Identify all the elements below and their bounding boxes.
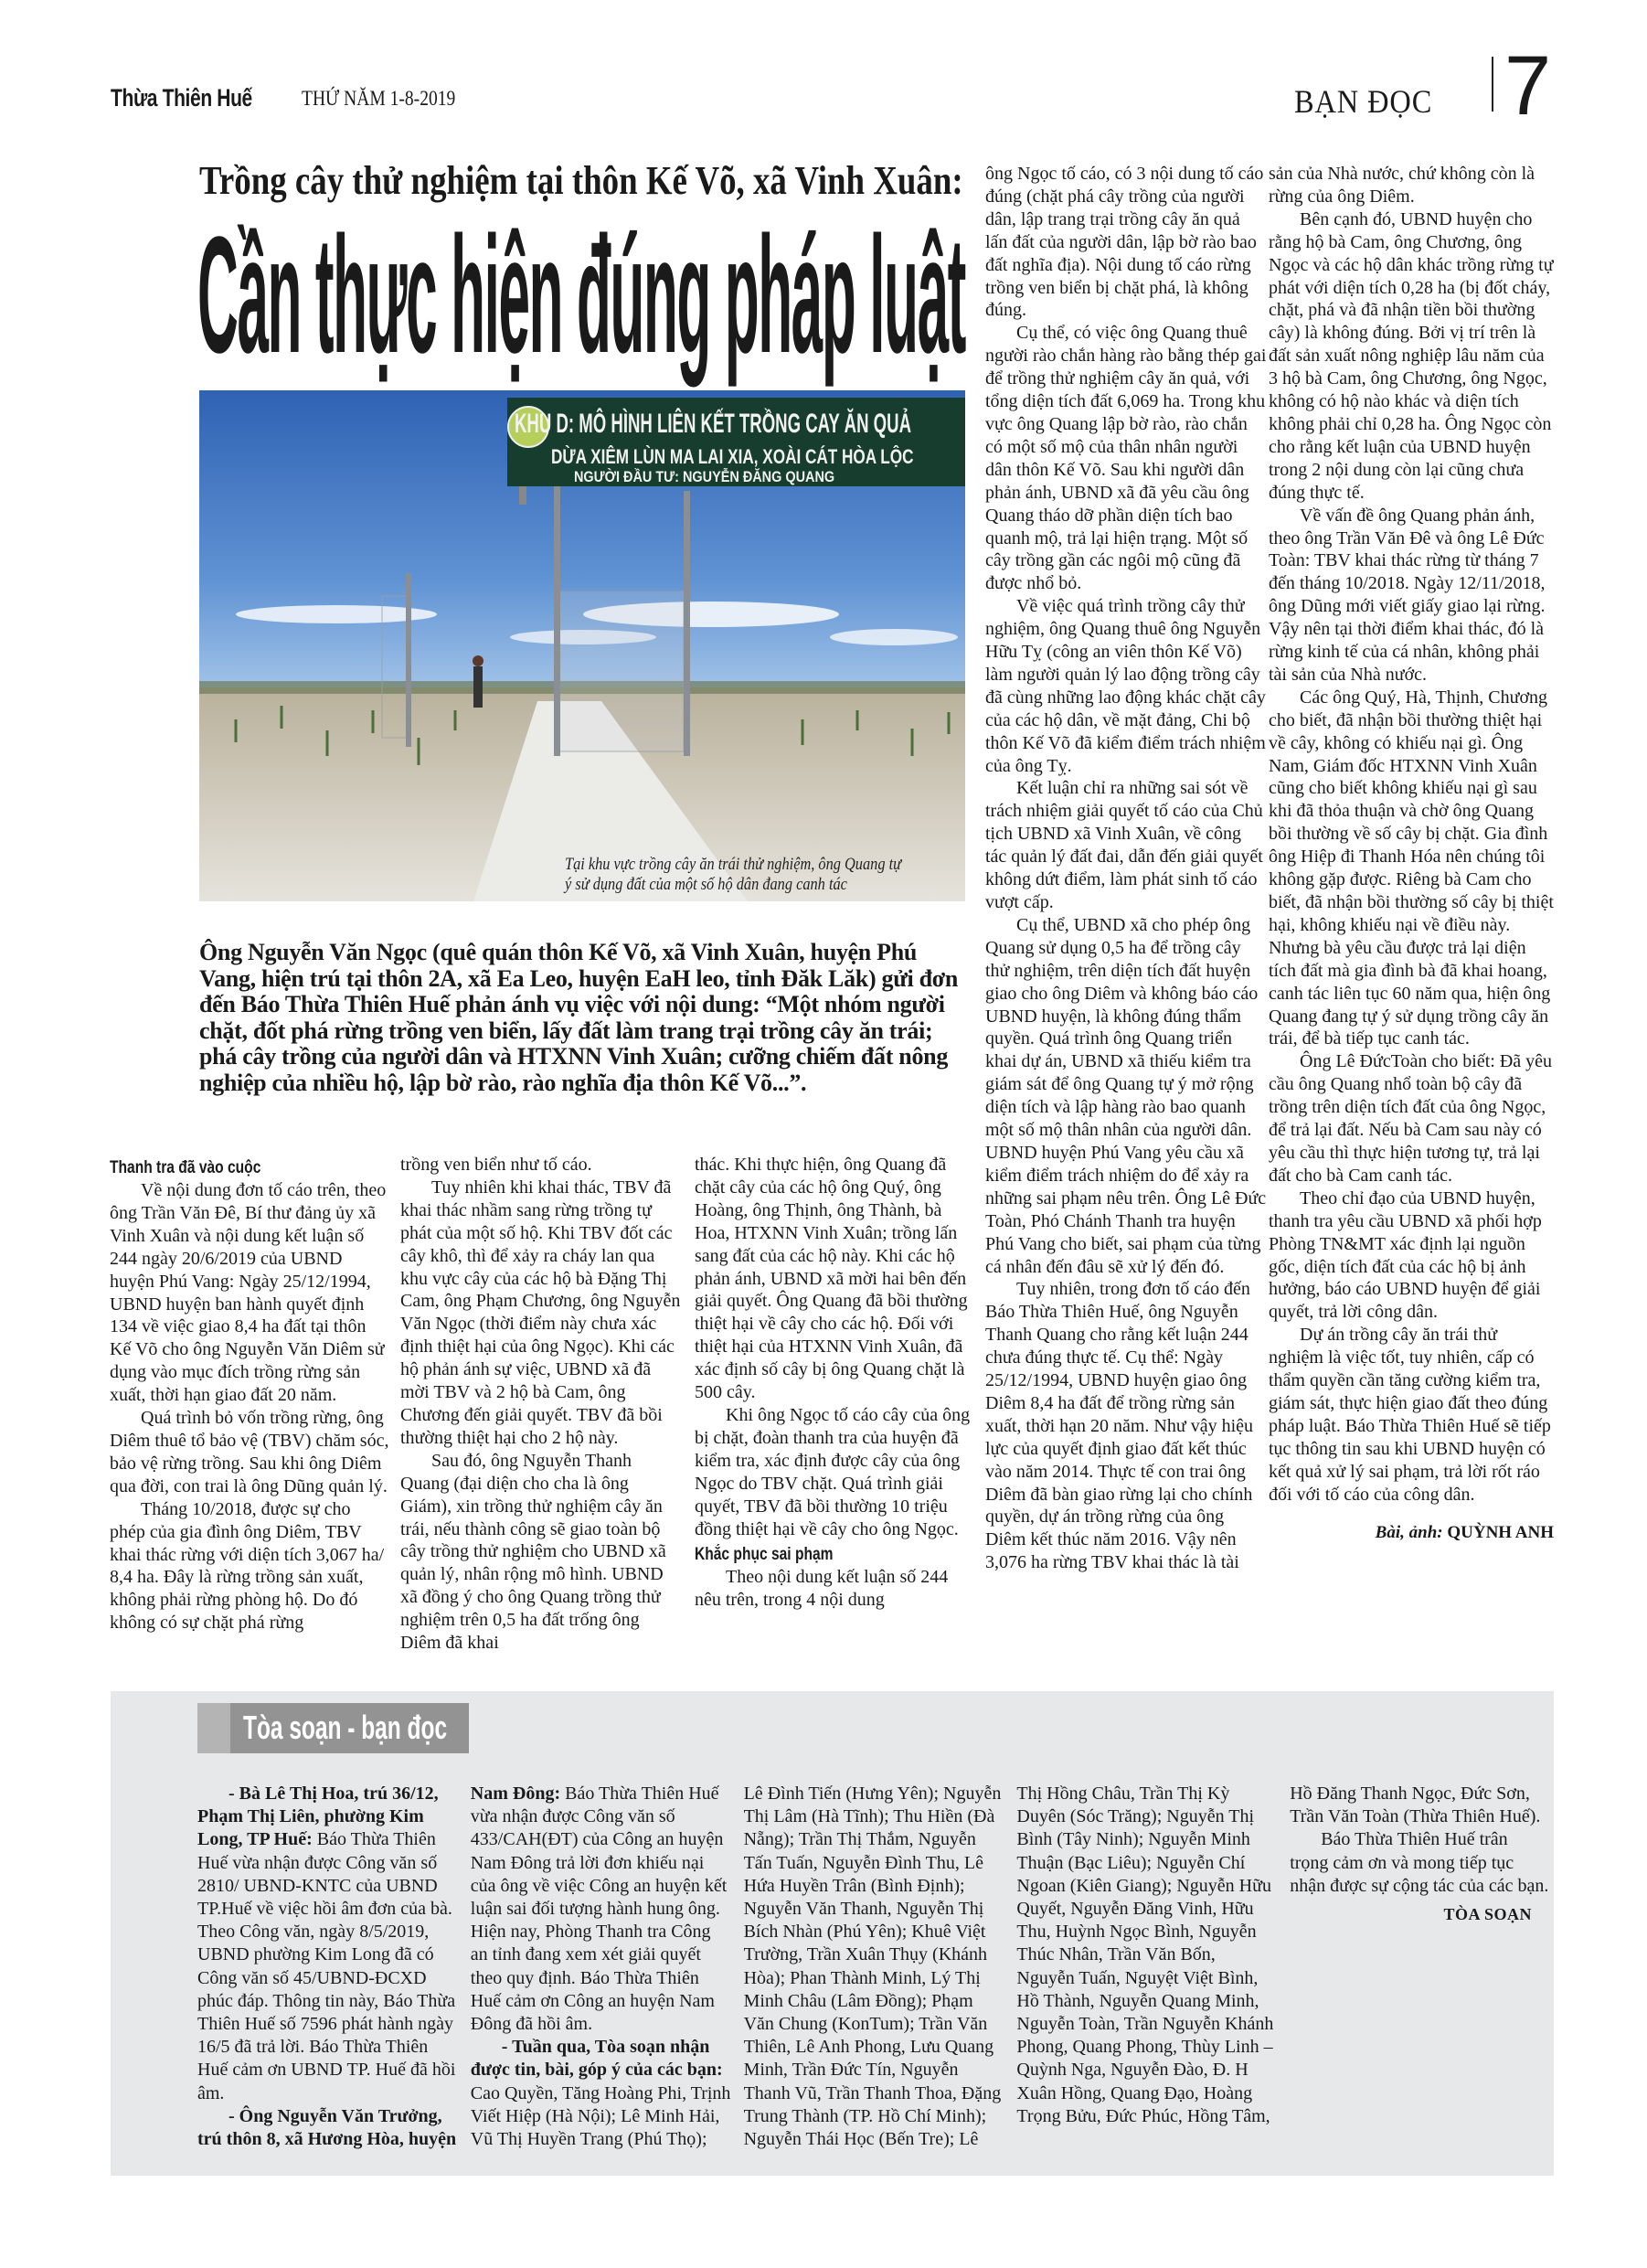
reader-mailbox-box [111,1691,1554,2176]
box-item-text: Cao Quyền, Tăng Hoàng Phi, Trịnh Viết Hiệp (Hà Nội); Lê Minh Hải, Vũ Thị Huyền Trang (Phú Thọ); Lê Đình Tiến (Hưng Yên); Nguyễn Thị Lâm (Hà Tĩnh); Thu Hiền (Đà Nẵng); Trần Thị Thắm, Nguyễn Tấn Tuấn, Nguyễn Đình Thu, Lê Hứa Huyền Trân (Bình Định); Nguyễn Văn Thanh, Nguyễn Thị Bích Nhàn (Phú Yên); Khuê Việt Trường, Trần Xuân Thụy (Khánh Hòa); Phan Thành Minh, Lý Thị Minh Châu (Lâm Đồng); Phạm Văn Chung (KonTum); Trần Văn Thiên, Lê Anh Phong, Lưu Quang Minh, Trần Đức Tín, Nguyễn Thanh Vũ, Trần Thanh Thoa, Đặng Trung Thành (TP. Hồ Chí Minh); Nguyễn Thái Học (Bến Tre); Lê Thị Hồng Châu, Trần Thị Kỳ Duyên (Sóc Trăng); Nguyễn Thị Bình (Tây Ninh); Nguyễn Minh Thuận (Bạc Liêu); Nguyễn Chí Ngoan (Kiên Giang); Nguyễn Hữu Quyết, Nguyễn Đăng Vinh, Hữu Thu, Huỳnh Ngọc Bình, Nguyễn Thúc Nhân, Trần Văn Bốn, Nguyễn Tuấn, Nguyệt Việt Bình, Hồ Thành, Nguyễn Quang Minh, Nguyễn Toàn, Trần Nguyễn Khánh Phong, Quang Phong, Thùy Linh – Quỳnh Nga, Nguyễn Đào, Đ. H Xuân Hồng, Quang Đạo, Hoàng Trọng Bửu, Đức Phúc, Hồng Tâm, Hồ Đăng Thanh Ngọc, Đức Sơn, Trần Văn Toàn (Thừa Thiên Huế). [470,1784,1541,2150]
paragraph: Dự án trồng cây ăn trái thử nghiệm là việc tốt, tuy nhiên, cấp có thẩm quyền cần tăng cường kiểm tra, giám sát, thực hiện giao đất theo đúng pháp luật. Báo Thừa Thiên Huế sẽ tiếp tục thông tin sau khi UBND huyện có kết quả xử lý sai phạm, trả lời rốt ráo đối với tố cáo của công dân. [1269,1325,1551,1505]
paragraph: Về nội dung đơn tố cáo trên, theo ông Trần Văn Đê, Bí thư đảng ủy xã Vinh Xuân và nội dung kết luận số 244 ngày 20/6/2019 của UBND huyện Phú Vang: Ngày 25/12/1994, UBND huyện ban hành quyết định 134 về việc giao 8,4 ha đất tại thôn Kế Võ cho ông Nguyễn Văn Diêm sử dụng vào mục đích trồng rừng sản xuất, thời hạn giao đất 20 năm. [110,1180,387,1406]
byline-label: Bài, ảnh: [1375,1523,1443,1543]
paragraph: Quá trình bỏ vốn trồng rừng, ông Diêm thuê tổ bảo vệ (TBV) chăm sóc, bảo vệ rừng trồng. Sau khi ông Diêm qua đời, con trai là ông Dũng quản lý. [110,1408,389,1496]
section-name: BẠN ĐỌC [1294,83,1433,120]
box-item-lead: - Bà Lê Thị Hoa, trú 36/12, Phạm Thị Liên, phường Kim Long, TP Huế: [197,1784,439,1850]
article-column [110,1154,389,1634]
paragraph: Các ông Quý, Hà, Thịnh, Chương cho biết, đã nhận bồi thường thiệt hại về cây, không có khiếu nại gì. Ông Nam, Giám đốc HTXNN Vinh Xuân cũng cho biết không khiếu nại gì sau khi đã thỏa thuận và chờ ông Quang bồi thường về số cây bị chặt. Gia đình ông Hiệp đi Thanh Hóa nên chúng tôi không gặp được. Riêng bà Cam cho biết, đã nhận bồi thường số cây bị thiệt hại, không khiếu nại về điều này. Nhưng bà yêu cầu được trả lại diện tích đất mà gia đình bà đã khai hoang, canh tác liên tục 60 năm qua, hiện ông Quang đang tự ý sử dụng trồng cây ăn trái, để bà tiếp tục canh tác. [1269,687,1554,1049]
box-item-lead: - Ông Nguyễn Văn Trưởng, trú thôn 8, xã Hương Hòa, huyện Nam Đông: [197,1784,561,2150]
article-photo [199,390,965,901]
box-item-text: Báo Thừa Thiên Huế vừa nhận được Công văn số 433/CAH(ĐT) của Công an huyện Nam Đông trả lời đơn khiếu nại của ông về việc Công an huyện kết luận sai đối tượng hành hung ông. Hiện nay, Phòng Thanh tra Công an tỉnh đang xem xét giải quyết theo quy định. Báo Thừa Thiên Huế cảm ơn Công an huyện Nam Đông đã hồi âm. [470,1784,728,2035]
box-title-bar [197,1703,469,1753]
sign-line-1: KHU D: MÔ HÌNH LIÊN KẾT TRỒNG CAY ĂN QUẢ [515,409,912,439]
byline-author: QUỲNH ANH [1447,1523,1554,1543]
article-kicker: Trồng cây thử nghiệm tại thôn Kế Võ, xã Vinh Xuân: [199,158,963,203]
paragraph: Ông Lê ĐứcToàn cho biết: Đã yêu cầu ông Quang nhổ toàn bộ cây đã trồng trên diện tích đất của ông Ngọc, để trả lại đất. Nếu bà Cam sau này có yêu cầu thì thực hiện tương tự, trả lại đất cho bà Cam canh tác. [1269,1051,1553,1186]
sign-line-2: DỪA XIÊM LÙN MA LAI XIA, XOÀI CÁT HÒA LỘC [551,445,914,468]
box-item [197,1783,458,2105]
paragraph: Cụ thể, có việc ông Quang thuê người rào chắn hàng rào bằng thép gai để trồng thử nghiệm cây ăn quả, với tổng diện tích đất 6,069 ha. Trong khu vực ông Quang lập bờ rào, rào chắn có một số mộ của thân nhân người dân thôn Kế Võ. Sau khi người dân phản ánh, UBND xã đã yêu cầu ông Quang tháo dỡ phần diện tích bao quanh mộ, trả lại hiện trạng. Một số cây trồng gần các ngôi mộ cũng đã được nhổ bỏ. [985,323,1267,594]
box-signature: TÒA SOẠN [1443,1905,1532,1924]
box-title-accent [197,1703,230,1753]
subheading: Khắc phục sai phạm [695,1545,834,1565]
paragraph: Về việc quá trình trồng cây thử nghiệm, ông Quang thuê ông Nguyễn Hữu Tỵ (công an viên thôn Kế Võ) làm người quản lý lao động trồng cây đã cùng những lao động khác chặt cây của các hộ dân, về mặt đảng, Chi bộ thôn Kế Võ đã kiểm điểm trách nhiệm của ông Tỵ. [985,596,1266,776]
page-number: 7 [1504,39,1552,133]
paragraph: Tuy nhiên khi khai thác, TBV đã khai thác nhầm sang rừng trồng tự phát của một số hộ. Khi TBV đốt các cây khô, thì để xảy ra cháy lan qua khu vực cây của các hộ bà Đặng Thị Cam, ông Phạm Chương, ông Nguyễn Văn Ngọc (thời điểm này chưa xác định thiệt hại của ông Ngọc). Khi các hộ phản ánh sự việc, UBND xã đã mời TBV và 2 hộ bà Cam, ông Chương đến giải quyết. TBV đã bồi thường thiệt hại cho 2 hộ này. [400,1177,681,1448]
paragraph: trồng ven biển như tố cáo. [400,1155,592,1175]
paragraph: Kết luận chỉ ra những sai sót về trách nhiệm giải quyết tố cáo của Chủ tịch UBND xã Vinh Xuân, về công tác quản lý đất đai, dẫn đến giải quyết không dứt điểm, làm phát sinh tố cáo vượt cấp. [985,778,1263,912]
article-lead: Ông Nguyễn Văn Ngọc (quê quán thôn Kế Võ, xã Vinh Xuân, huyện Phú Vang, hiện trú tại thôn 2A, xã Ea Leo, huyện EaH leo, tỉnh Đăk Lăk) gửi đơn đến Báo Thừa Thiên Huế phản ánh vụ việc với nội dung: “Một nhóm người chặt, đốt phá rừng trồng ven biển, lấy đất làm trang trại trồng cây ăn trái; phá cây trồng của người dân và HTXNN Vinh Xuân; cưỡng chiếm đất nông nghiệp của nhiều hộ, lập bờ rào, rào nghĩa địa thôn Kế Võ...”. [199,939,959,1096]
article-column [400,1154,682,1655]
article-headline: Cần thực hiện đúng pháp luật [197,201,965,388]
box-body [197,1783,1550,2167]
byline [1269,1522,1554,1545]
article-column [985,163,1267,1574]
paragraph: ông Ngọc tố cáo, có 3 nội dung tố cáo đúng (chặt phá cây trồng của người dân, lập trang trại trồng cây ăn quả lấn đất của người dân, lập bờ rào bao đất nghĩa địa). Nội dung tố cáo rừng trồng ven biển bị chặt phá, là không đúng. [985,164,1264,321]
box-title: Tòa soạn - bạn đọc [243,1709,448,1746]
paragraph: Theo chỉ đạo của UBND huyện, thanh tra yêu cầu UBND xã phối hợp Phòng TN&MT xác định lại nguồn gốc, diện tích đất của các hộ bị ảnh hưởng, báo cáo UBND huyện để giải quyết, trả lời công dân. [1269,1187,1542,1323]
article-column [695,1154,976,1612]
paragraph: Theo nội dung kết luận số 244 nêu trên, trong 4 nội dung [695,1567,949,1611]
box-item-text: Báo Thừa Thiên Huế vừa nhận được Công văn số 2810/ UBND-KNTC của UBND TP.Huế về việc hồi âm đơn của bà. Theo Công văn, ngày 8/5/2019, UBND phường Kim Long đã có Công văn số 45/UBND-ĐCXD phúc đáp. Thông tin này, Báo Thừa Thiên Huế số 7596 phát hành ngày 16/5 đã trả lời. Báo Thừa Thiên Huế cảm ơn UBND TP. Huế đã hồi âm. [197,1829,456,2103]
box-item-lead: - Tuần qua, Tòa soạn nhận được tin, bài, góp ý của các bạn: [470,2037,723,2081]
subheading: Thanh tra đã vào cuộc [110,1158,261,1177]
paragraph: Sau đó, ông Nguyễn Thanh Quang (đại diện cho cha là ông Giám), xin trồng thử nghiệm cây ăn trái, nếu thành công sẽ giao toàn bộ cây trồng thử nghiệm cho UBND xã quản lý, nhân rộng mô hình. UBND xã đồng ý cho ông Quang trồng thử nghiệm trên 0,5 ha đất trống ông Diêm đã khai [400,1450,666,1654]
newspaper-name: Thừa Thiên Huế [111,84,252,112]
article-column [1269,163,1554,1545]
page-number-divider [1492,57,1493,112]
paragraph: thác. Khi thực hiện, ông Quang đã chặt cây của các hộ ông Quý, ông Hoàng, ông Thịnh, ông Thành, bà Hoa, HTXNN Vinh Xuân; trồng lấn sang đất của các hộ này. Khi các hộ phản ánh, UBND xã mời hai bên đến giải quyết. Ông Quang đã bồi thường thiệt hại về cây cho các hộ. Đối với thiệt hại của HTXNN Vinh Xuân, đã xác định số cây bị ông Quang chặt là 500 cây. [695,1155,968,1403]
paragraph: Tuy nhiên, trong đơn tố cáo đến Báo Thừa Thiên Huế, ông Nguyễn Thanh Quang cho rằng kết luận 244 chưa đúng thực tế. Cụ thể: Ngày 25/12/1994, UBND huyện giao ông Diêm 8,4 ha đất để trồng rừng sản xuất, thời hạn 20 năm. Như vậy hiệu lực của quyết định giao đất kết thúc vào năm 2014. Thực tế con trai ông Diêm đã bàn giao rừng lại cho chính quyền, dự án trồng rừng của ông Diêm kết thúc năm 2016. Vậy nên 3,076 ha rừng TBV khai thác là tài [985,1279,1254,1573]
paragraph: Khi ông Ngọc tố cáo cây của ông bị chặt, đoàn thanh tra của huyện đã kiểm tra, xác định được cây của ông Ngọc do TBV chặt. Quá trình giải quyết, TBV đã bồi thường 10 triệu đồng thiệt hại về cây cho ông Ngọc. [695,1404,971,1539]
photo-caption: Tại khu vực trồng cây ăn trái thử nghiệm, ông Quang tự ý sử dụng đất của một số hộ dân đang canh tác [565,855,902,894]
sign-line-3: NGƯỜI ĐẦU TƯ: NGUYỄN ĐĂNG QUANG [574,468,835,485]
paragraph: Cụ thể, UBND xã cho phép ông Quang sử dụng 0,5 ha để trồng cây thử nghiệm, trên diện tích đất huyện giao cho ông Diêm và không báo cáo UBND huyện, là không đúng thẩm quyền. Quá trình ông Quang triển khai dự án, UBND xã thiếu kiểm tra giám sát để ông Quang tự ý mở rộng diện tích và lập hàng rào bao quanh một số mộ thân nhân của người dân. UBND huyện Phú Vang yêu cầu xã kiểm điểm trách nhiệm do để xảy ra những sai phạm nêu trên. Ông Lê Đức Toàn, Phó Chánh Thanh tra huyện Phú Vang cho biết, sai phạm của từng cá nhân đến đâu sẽ xử lý đến đó. [985,914,1267,1277]
paragraph: Bên cạnh đó, UBND huyện cho rằng hộ bà Cam, ông Chương, ông Ngọc và các hộ dân khác trồng rừng tự phát với diện tích 0,28 ha (bị đốt cháy, chặt, phá và đã nhận tiền bồi thường cây) là không đúng. Bởi vị trí trên là đất sản xuất nông nghiệp lâu năm của 3 hộ bà Cam, ông Chương, ông Ngọc, không có hộ nào khác và diện tích không phải chỉ 0,28 ha. Ông Ngọc còn cho rằng kết luận của UBND huyện trong 2 nội dung còn lại cũng chưa đúng thực tế. [1269,208,1554,503]
issue-date: THỨ NĂM 1-8-2019 [302,87,456,110]
paragraph: Về vấn đề ông Quang phản ánh, theo ông Trần Văn Đê và ông Lê Đức Toàn: TBV khai thác rừng từ tháng 7 đến tháng 10/2018. Ngày 12/11/2018, ông Dũng mới viết giấy giao lại rừng. Vậy nên tại thời điểm khai thác, đó là rừng kinh tế của cá nhân, không phải tài sản của Nhà nước. [1269,505,1546,685]
box-closing: Báo Thừa Thiên Huế trân trọng cảm ơn và mong tiếp tục nhận được sự cộng tác của các bạn. [1290,1829,1549,1896]
paragraph: sản của Nhà nước, chứ không còn là rừng của ông Diêm. [1269,164,1535,207]
paragraph: Tháng 10/2018, được sự cho phép của gia đình ông Diêm, TBV khai thác rừng với diện tích 3,067 ha/ 8,4 ha. Đây là rừng trồng sản xuất, không phải rừng phòng hộ. Do đó không có sự chặt phá rừng [110,1498,385,1634]
